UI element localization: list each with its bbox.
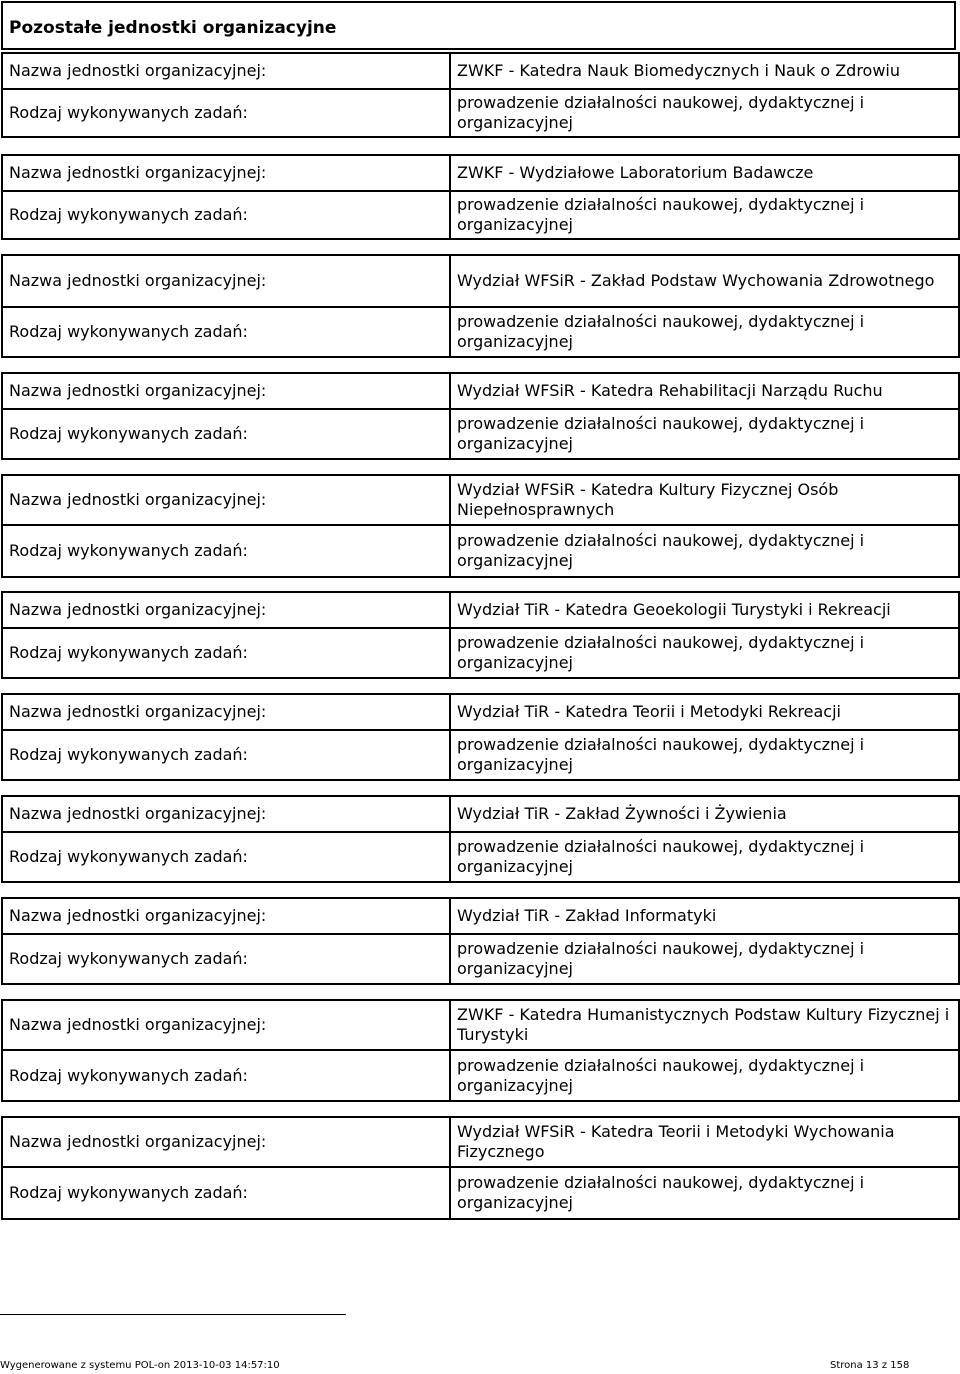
unit-table bbox=[1, 52, 960, 138]
unit-table bbox=[1, 154, 960, 240]
unit-name-label: Nazwa jednostki organizacyjnej: bbox=[2, 155, 450, 191]
unit-name: Wydział WFSiR - Katedra Kultury Fizycznej Osób Niepełnosprawnych bbox=[450, 475, 959, 525]
unit-table bbox=[1, 254, 960, 358]
unit-name: Wydział WFSiR - Zakład Podstaw Wychowania Zdrowotnego bbox=[450, 255, 959, 307]
unit-tasks: prowadzenie działalności naukowej, dydaktycznej i organizacyjnej bbox=[450, 1167, 959, 1219]
unit-table bbox=[1, 897, 960, 985]
unit-name: Wydział WFSiR - Katedra Rehabilitacji Narządu Ruchu bbox=[450, 373, 959, 409]
unit-tasks-label: Rodzaj wykonywanych zadań: bbox=[2, 832, 450, 882]
unit-name-label: Nazwa jednostki organizacyjnej: bbox=[2, 592, 450, 628]
unit-name: ZWKF - Wydziałowe Laboratorium Badawcze bbox=[450, 155, 959, 191]
unit-name-label: Nazwa jednostki organizacyjnej: bbox=[2, 694, 450, 730]
section-title: Pozostałe jednostki organizacyjne bbox=[9, 18, 337, 38]
unit-tasks: prowadzenie działalności naukowej, dydaktycznej i organizacyjnej bbox=[450, 730, 959, 780]
unit-name-label: Nazwa jednostki organizacyjnej: bbox=[2, 1000, 450, 1050]
footer-page-number: Strona 13 z 158 bbox=[830, 1360, 910, 1371]
unit-name-label: Nazwa jednostki organizacyjnej: bbox=[2, 1117, 450, 1167]
unit-table bbox=[1, 999, 960, 1102]
unit-tasks-label: Rodzaj wykonywanych zadań: bbox=[2, 1167, 450, 1219]
unit-tasks: prowadzenie działalności naukowej, dydaktycznej i organizacyjnej bbox=[450, 1050, 959, 1101]
unit-tasks: prowadzenie działalności naukowej, dydaktycznej i organizacyjnej bbox=[450, 525, 959, 577]
unit-tasks-label: Rodzaj wykonywanych zadań: bbox=[2, 628, 450, 678]
unit-tasks-label: Rodzaj wykonywanych zadań: bbox=[2, 934, 450, 984]
unit-name-label: Nazwa jednostki organizacyjnej: bbox=[2, 53, 450, 89]
unit-tasks: prowadzenie działalności naukowej, dydaktycznej i organizacyjnej bbox=[450, 628, 959, 678]
unit-tasks: prowadzenie działalności naukowej, dydaktycznej i organizacyjnej bbox=[450, 307, 959, 357]
unit-name-label: Nazwa jednostki organizacyjnej: bbox=[2, 475, 450, 525]
footer-generated: Wygenerowane z systemu POL-on 2013-10-03 14:57:10 bbox=[0, 1360, 280, 1371]
unit-tasks-label: Rodzaj wykonywanych zadań: bbox=[2, 191, 450, 239]
unit-tasks-label: Rodzaj wykonywanych zadań: bbox=[2, 525, 450, 577]
unit-name: Wydział TiR - Katedra Teorii i Metodyki Rekreacji bbox=[450, 694, 959, 730]
footer-divider bbox=[0, 1314, 346, 1315]
unit-name: Wydział TiR - Katedra Geoekologii Turystyki i Rekreacji bbox=[450, 592, 959, 628]
unit-tasks-label: Rodzaj wykonywanych zadań: bbox=[2, 89, 450, 137]
unit-tasks: prowadzenie działalności naukowej, dydaktycznej i organizacyjnej bbox=[450, 934, 959, 984]
unit-name: Wydział TiR - Zakład Żywności i Żywienia bbox=[450, 796, 959, 832]
unit-tasks: prowadzenie działalności naukowej, dydaktycznej i organizacyjnej bbox=[450, 832, 959, 882]
unit-name-label: Nazwa jednostki organizacyjnej: bbox=[2, 898, 450, 934]
unit-table bbox=[1, 795, 960, 883]
unit-tasks-label: Rodzaj wykonywanych zadań: bbox=[2, 307, 450, 357]
section-header bbox=[1, 1, 956, 50]
unit-name-label: Nazwa jednostki organizacyjnej: bbox=[2, 796, 450, 832]
unit-name: Wydział WFSiR - Katedra Teorii i Metodyki Wychowania Fizycznego bbox=[450, 1117, 959, 1167]
unit-table bbox=[1, 372, 960, 460]
unit-name: ZWKF - Katedra Nauk Biomedycznych i Nauk o Zdrowiu bbox=[450, 53, 959, 89]
unit-name-label: Nazwa jednostki organizacyjnej: bbox=[2, 255, 450, 307]
unit-tasks: prowadzenie działalności naukowej, dydaktycznej i organizacyjnej bbox=[450, 89, 959, 137]
unit-tasks-label: Rodzaj wykonywanych zadań: bbox=[2, 409, 450, 459]
unit-tasks: prowadzenie działalności naukowej, dydaktycznej i organizacyjnej bbox=[450, 191, 959, 239]
unit-tasks: prowadzenie działalności naukowej, dydaktycznej i organizacyjnej bbox=[450, 409, 959, 459]
unit-table bbox=[1, 474, 960, 578]
unit-name: Wydział TiR - Zakład Informatyki bbox=[450, 898, 959, 934]
unit-name: ZWKF - Katedra Humanistycznych Podstaw Kultury Fizycznej i Turystyki bbox=[450, 1000, 959, 1050]
unit-table bbox=[1, 1116, 960, 1220]
unit-tasks-label: Rodzaj wykonywanych zadań: bbox=[2, 730, 450, 780]
unit-table bbox=[1, 693, 960, 781]
unit-name-label: Nazwa jednostki organizacyjnej: bbox=[2, 373, 450, 409]
unit-tasks-label: Rodzaj wykonywanych zadań: bbox=[2, 1050, 450, 1101]
unit-table bbox=[1, 591, 960, 679]
